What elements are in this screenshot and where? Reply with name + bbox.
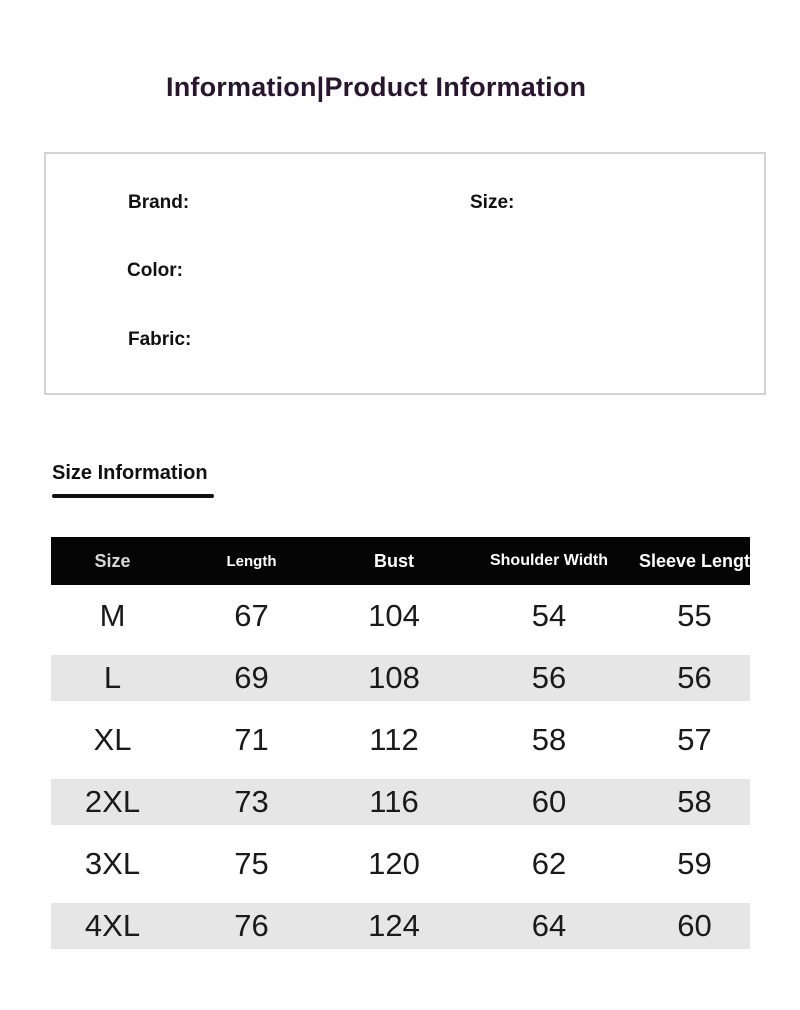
cell-bust: 104 [368, 598, 420, 633]
cell-length: 69 [174, 651, 329, 705]
cell-length: 71 [234, 722, 269, 757]
size-label: Size: [470, 192, 515, 213]
cell-bust: 112 [369, 722, 419, 757]
cell-length: 73 [174, 775, 329, 829]
page-title: Information|Product Information [166, 72, 587, 102]
table-row [51, 651, 750, 705]
table-row [51, 829, 750, 899]
cell-sleeve-length: 60 [639, 899, 750, 953]
column-header-size: Size [51, 537, 174, 585]
cell-shoulder-width: 60 [459, 775, 639, 829]
product-info-box [44, 152, 766, 395]
heading-underline [52, 494, 214, 498]
table-row [51, 705, 750, 775]
column-header-shoulder-width: Shoulder Width [459, 537, 639, 585]
column-header-bust: Bust [329, 537, 459, 585]
cell-sleeve-length: 57 [677, 722, 712, 757]
cell-bust: 116 [329, 775, 459, 829]
column-header-length: Length [174, 537, 329, 585]
cell-length: 75 [234, 846, 269, 881]
color-label: Color: [127, 260, 183, 281]
fabric-label: Fabric: [128, 329, 192, 350]
cell-size: 2XL [51, 775, 174, 829]
cell-length: 76 [174, 899, 329, 953]
cell-shoulder-width: 58 [531, 722, 567, 757]
cell-shoulder-width: 64 [459, 899, 639, 953]
cell-bust: 108 [329, 651, 459, 705]
cell-sleeve-length: 58 [639, 775, 750, 829]
cell-size: 4XL [51, 899, 174, 953]
cell-shoulder-width: 62 [531, 846, 567, 881]
cell-bust: 120 [368, 846, 420, 881]
cell-shoulder-width: 54 [531, 598, 567, 633]
table-header-row [51, 537, 750, 585]
table-row [51, 775, 750, 829]
cell-length: 67 [234, 598, 269, 633]
column-header-sleeve-length: Sleeve Length [639, 537, 750, 585]
cell-shoulder-width: 56 [459, 651, 639, 705]
size-information-heading: Size Information [52, 462, 208, 484]
table-row [51, 899, 750, 953]
cell-sleeve-length: 56 [639, 651, 750, 705]
cell-size: XL [93, 722, 132, 757]
cell-size: L [51, 651, 174, 705]
cell-bust: 124 [329, 899, 459, 953]
size-chart-table [51, 537, 762, 957]
table-row [51, 585, 750, 651]
brand-label: Brand: [128, 192, 190, 213]
cell-sleeve-length: 55 [677, 598, 712, 633]
cell-size: M [99, 598, 126, 633]
cell-sleeve-length: 59 [677, 846, 712, 881]
cell-size: 3XL [84, 846, 141, 881]
